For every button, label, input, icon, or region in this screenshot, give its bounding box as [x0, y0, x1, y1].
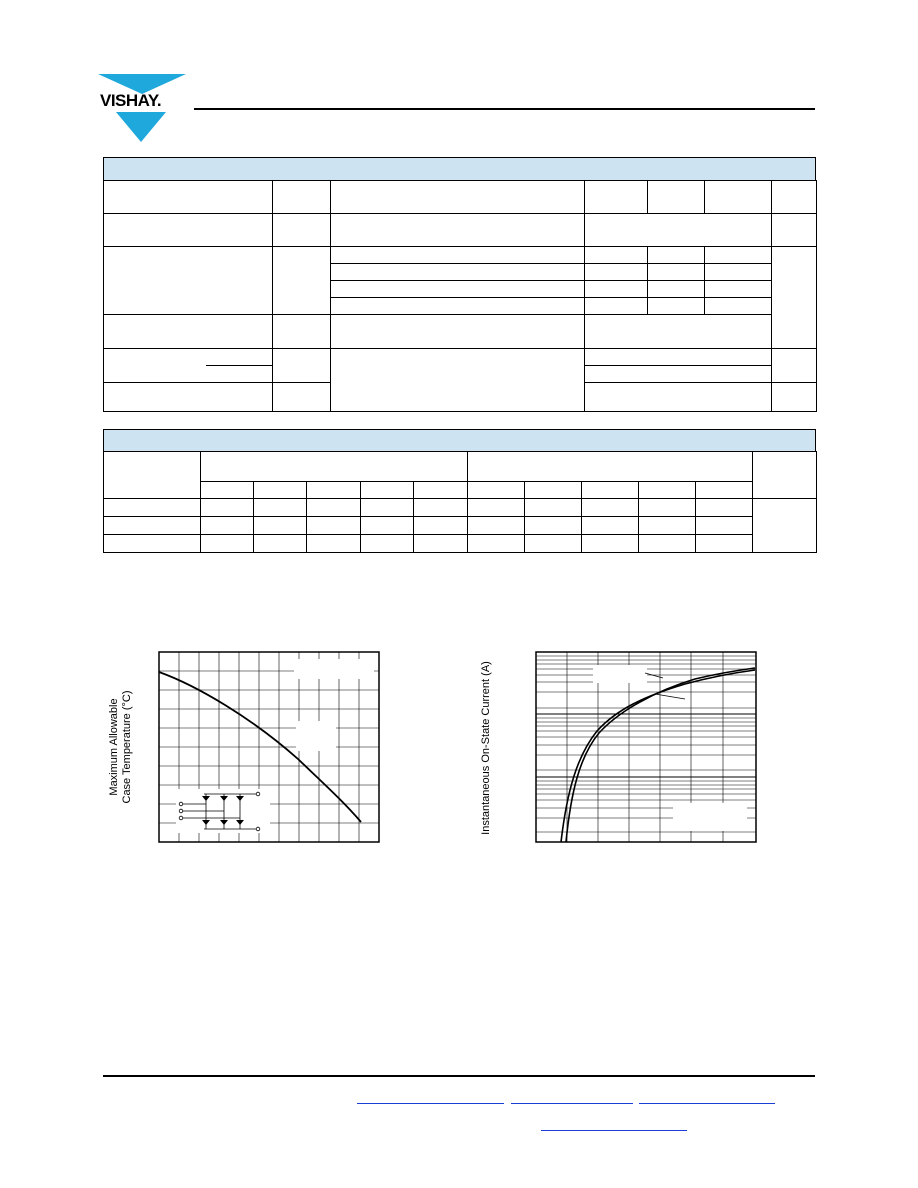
t2-cell — [582, 535, 639, 553]
figure1-ylabel-line1: Maximum Allowable — [108, 698, 120, 796]
t2-cell — [468, 452, 753, 482]
footer-link-2[interactable] — [511, 1103, 633, 1104]
t1-cell — [705, 264, 772, 281]
t2-cell — [361, 499, 414, 517]
t2-cell — [414, 482, 468, 499]
logo-text: VISHAY. — [100, 91, 162, 110]
t2-cell — [254, 535, 307, 553]
t1-cell — [585, 247, 648, 264]
t2-cell — [696, 535, 753, 553]
t1-cell — [772, 247, 817, 349]
figure1-ylabel — [105, 652, 135, 842]
t1-cell — [705, 298, 772, 315]
t1-cell — [772, 349, 817, 383]
t2-cell — [468, 535, 525, 553]
vishay-logo — [98, 74, 188, 144]
figure2-plot — [535, 651, 757, 843]
t1-cell — [331, 298, 585, 315]
t1-cell — [772, 214, 817, 247]
t2-cell — [361, 535, 414, 553]
t2-cell — [753, 452, 817, 499]
t2-cell — [582, 499, 639, 517]
t1-cell — [585, 298, 648, 315]
figure1-ylabel-line2: Case Temperature (°C) — [121, 690, 133, 804]
t2-cell — [582, 482, 639, 499]
t1-cell — [331, 247, 585, 264]
t2-cell — [525, 517, 582, 535]
t2-cell — [361, 517, 414, 535]
footer-link-1[interactable] — [357, 1103, 504, 1104]
t2-cell — [525, 535, 582, 553]
t2-cell — [414, 499, 468, 517]
t1-cell — [585, 214, 772, 247]
t2-cell — [525, 482, 582, 499]
t1-cell — [585, 281, 648, 298]
t1-cell — [273, 181, 331, 214]
t1-cell — [705, 281, 772, 298]
t2-cell — [468, 482, 525, 499]
t2-cell — [696, 499, 753, 517]
t1-cell — [648, 247, 705, 264]
t1-cell — [331, 315, 585, 349]
footer-rule — [103, 1075, 815, 1077]
t2-cell — [201, 452, 468, 482]
t1-cell — [585, 315, 772, 349]
t2-cell — [639, 499, 696, 517]
t1-cell — [104, 181, 273, 214]
t1-cell — [104, 383, 273, 412]
t1-underline — [206, 365, 272, 366]
t2-cell — [201, 499, 254, 517]
figure2-ylabel-text: Instantaneous On-State Current (A) — [480, 661, 492, 835]
t2-cell — [414, 535, 468, 553]
t2-cell — [414, 517, 468, 535]
t2-cell — [639, 517, 696, 535]
t2-cell — [525, 499, 582, 517]
t1-cell — [705, 181, 772, 214]
t1-cell — [104, 247, 273, 315]
t2-cell — [468, 499, 525, 517]
t2-cell — [696, 482, 753, 499]
t1-cell — [648, 281, 705, 298]
figure2-label-patch — [593, 665, 647, 683]
t1-cell — [273, 214, 331, 247]
t1-cell — [705, 247, 772, 264]
logo-bottom-triangle — [116, 112, 166, 142]
three-phase-bridge-schematic-icon — [176, 789, 270, 833]
figure1-label-patch — [296, 721, 336, 751]
t2-cell — [104, 517, 201, 535]
t2-cell — [307, 535, 361, 553]
t1-cell — [585, 349, 772, 366]
table2-title-bar — [103, 429, 816, 452]
t1-cell — [585, 264, 648, 281]
t2-cell — [254, 482, 307, 499]
t2-cell — [307, 517, 361, 535]
t1-cell — [648, 298, 705, 315]
figure1-plot — [158, 651, 380, 843]
t1-cell — [273, 315, 331, 349]
footer-link-3[interactable] — [639, 1103, 775, 1104]
t2-cell — [696, 517, 753, 535]
t2-cell — [104, 499, 201, 517]
t2-cell — [639, 535, 696, 553]
t1-cell — [585, 366, 772, 383]
t1-cell — [772, 181, 817, 214]
table1 — [103, 180, 817, 412]
t2-cell — [307, 482, 361, 499]
t1-cell — [273, 247, 331, 315]
t2-cell — [753, 499, 817, 553]
t2-cell — [104, 535, 201, 553]
t2-cell — [361, 482, 414, 499]
table1-title-bar — [103, 157, 816, 181]
t2-cell — [201, 517, 254, 535]
t2-cell — [201, 482, 254, 499]
t2-cell — [582, 517, 639, 535]
figure1-label-patch — [294, 659, 374, 679]
t2-cell — [307, 499, 361, 517]
t1-cell — [585, 383, 772, 412]
figure2-label-patch — [673, 803, 747, 831]
t1-cell — [331, 181, 585, 214]
t1-cell — [104, 315, 273, 349]
t1-cell — [585, 181, 648, 214]
t2-cell — [639, 482, 696, 499]
footer-link-4[interactable] — [541, 1130, 687, 1131]
t2-cell — [201, 535, 254, 553]
t1-cell — [331, 349, 585, 412]
t1-cell — [104, 214, 273, 247]
t1-cell — [273, 349, 331, 383]
t1-cell — [648, 264, 705, 281]
t2-cell — [468, 517, 525, 535]
t1-cell — [331, 264, 585, 281]
table2 — [103, 451, 817, 553]
t1-cell — [772, 383, 817, 412]
header-rule — [194, 108, 815, 110]
t1-cell — [331, 281, 585, 298]
t1-cell — [648, 181, 705, 214]
t1-cell — [331, 214, 585, 247]
t1-cell — [273, 383, 331, 412]
figure2-ylabel — [476, 650, 496, 846]
t2-cell — [254, 517, 307, 535]
t2-cell — [254, 499, 307, 517]
t2-cell — [104, 452, 201, 499]
